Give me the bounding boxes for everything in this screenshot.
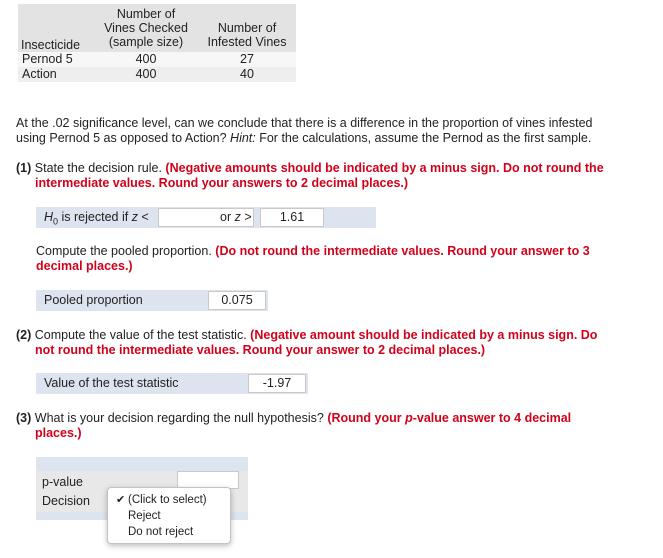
part2-text: Compute the value of the test statistic. (34, 328, 247, 342)
row-name: Pernod 5 (22, 52, 73, 66)
header-infested-line2: Infested Vines (207, 35, 287, 49)
part2-instructions (16, 328, 597, 358)
header-checked-line2: Vines Checked (104, 21, 188, 35)
question-text (16, 116, 593, 146)
upper-critical-input[interactable]: 1.61 (260, 208, 324, 227)
header-infested-vines (198, 21, 296, 49)
header-checked-line3: (sample size) (108, 35, 184, 49)
decision-rule-label: $H_0$ is rejected if z < (44, 210, 149, 227)
test-statistic-input[interactable]: -1.97 (248, 374, 306, 393)
part1-text: State the decision rule. (34, 161, 162, 175)
row-infested: 27 (240, 52, 254, 66)
header-checked-line1: Number of (116, 7, 176, 21)
row-checked: 400 (135, 52, 157, 66)
pooled-proportion-label: Pooled proportion (44, 293, 143, 307)
panel-header-strip (36, 457, 248, 471)
part3-note-line2: places.) (35, 426, 82, 440)
part3-instructions (16, 411, 571, 441)
test-statistic-label: Value of the test statistic (44, 376, 179, 390)
part1-note-line2: intermediate values. Round your answers to 2 decimal places.) (35, 176, 409, 190)
decision-rule-row (36, 207, 376, 228)
part1-number: (1) (16, 161, 32, 175)
decision-dropdown[interactable] (107, 487, 231, 544)
row-name: Action (22, 67, 57, 81)
hint-label: Hint: (230, 131, 256, 145)
part3-note-line1: (Round your p-value answer to 4 decimal (327, 411, 572, 425)
question-line2: using Pernod 5 as opposed to Action? Hint: For the calculations, assume the Pernod as the first sample. (16, 131, 592, 145)
part1-instructions (16, 161, 604, 191)
pvalue-label: p-value (42, 475, 83, 489)
pooled-proportion-input[interactable]: 0.075 (208, 291, 266, 310)
data-table (18, 4, 296, 82)
or-z-label: or z > (220, 210, 252, 224)
dropdown-option-do-not-reject[interactable]: Do not reject (128, 526, 194, 538)
part2-number: (2) (16, 328, 32, 342)
checkmark-icon: ✔ (116, 494, 126, 506)
header-insecticide: Insecticide (21, 38, 81, 52)
pooled-note-line1: (Do not round the intermediate values. Round your answer to 3 (215, 244, 590, 258)
question-line1: At the .02 significance level, can we conclude that there is a difference in the proportion of vines infested (16, 116, 593, 130)
dropdown-option-reject[interactable]: Reject (128, 510, 161, 522)
test-statistic-row (36, 373, 308, 394)
part3-number: (3) (16, 411, 32, 425)
row-checked: 400 (135, 67, 157, 81)
header-infested-line1: Number of (217, 21, 277, 35)
header-vines-checked (98, 7, 194, 49)
pooled-proportion-row (36, 290, 268, 311)
pooled-text: Compute the pooled proportion. (36, 244, 212, 258)
pooled-note-line2: decimal places.) (36, 259, 133, 273)
part1-note-line1: (Negative amounts should be indicated by a minus sign. Do not round the (165, 161, 604, 175)
decision-label: Decision (42, 494, 90, 508)
part2-note-line2: not round the intermediate values. Round your answer to 2 decimal places.) (35, 343, 486, 357)
table-row (18, 52, 296, 67)
row-infested: 40 (240, 67, 254, 81)
part2-note-line1: (Negative amount should be indicated by a minus sign. Do (250, 328, 598, 342)
table-row (18, 67, 296, 82)
part3-text: What is your decision regarding the null hypothesis? (34, 411, 324, 425)
pooled-instructions (36, 244, 590, 274)
table-header (18, 4, 296, 52)
dropdown-option-placeholder[interactable]: (Click to select) (128, 494, 207, 506)
